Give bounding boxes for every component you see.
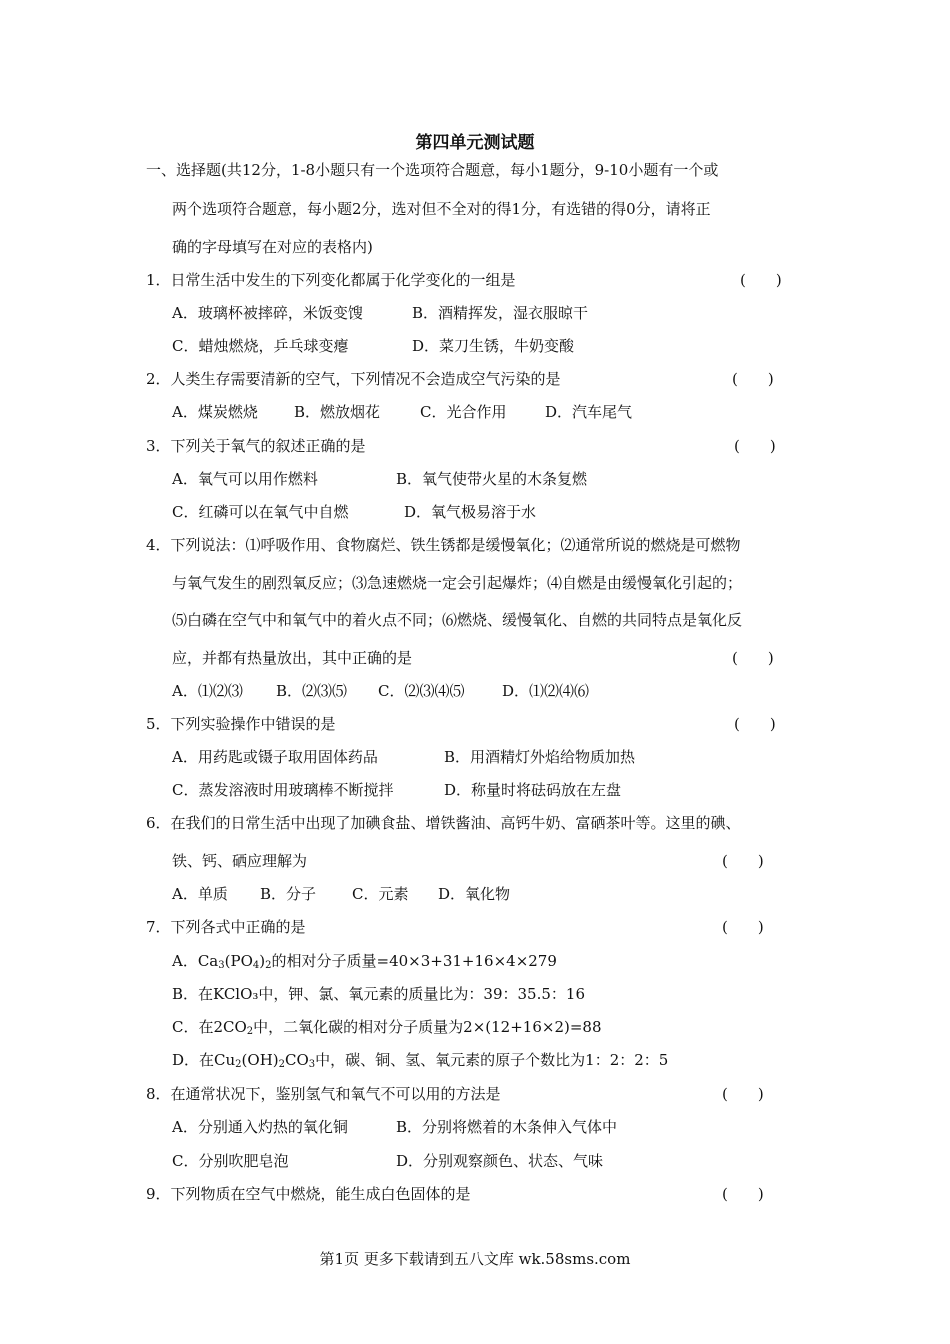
question-8-option-d: D．分别观察颜色、状态、气味 [396, 1152, 604, 1170]
subscript: 2 [278, 1059, 286, 1070]
subscript: 3 [218, 960, 225, 971]
question-7-stem: 7．下列各式中正确的是 [146, 918, 306, 936]
subscript: 2 [235, 1059, 242, 1070]
question-4-option-b: B．⑵⑶⑸ [276, 682, 348, 700]
question-8-option-a: A．分别通入灼热的氧化铜 [172, 1118, 348, 1136]
question-4-stem-line-3: ⑸白磷在空气中和氧气中的着火点不同；⑹燃烧、缓慢氧化、自燃的共同特点是氧化反 [172, 611, 743, 629]
question-8-option-c: C．分别吹肥皂泡 [172, 1152, 289, 1170]
option-c-text-2: 中，二氧化碳的相对分子质量为2×(12+16×2)=88 [253, 1018, 602, 1036]
option-d-text-1: D．在Cu [172, 1051, 236, 1069]
option-a-text-1: A．Ca [172, 952, 219, 970]
question-6-answer-blank: ( ) [722, 852, 764, 870]
option-d-text-3: CO [285, 1051, 309, 1069]
question-6-option-c: C．元素 [352, 885, 409, 903]
question-3-stem: 3．下列关于氧气的叙述正确的是 [146, 437, 366, 455]
question-4-stem-line-1: 4．下列说法：⑴呼吸作用、食物腐烂、铁生锈都是缓慢氧化；⑵通常所说的燃烧是可燃物 [146, 536, 741, 554]
question-7-option-a [172, 951, 557, 971]
question-5-stem: 5．下列实验操作中错误的是 [146, 715, 336, 733]
question-1-answer-blank: ( ) [740, 271, 782, 289]
question-7-option-c [172, 1017, 602, 1037]
option-a-text-2: (PO [224, 952, 253, 970]
question-1-option-d: D．菜刀生锈，牛奶变酸 [412, 337, 575, 355]
question-4-option-a: A．⑴⑵⑶ [172, 682, 243, 700]
page-title: 第四单元测试题 [415, 133, 535, 153]
section-instruction-line-2: 两个选项符合题意，每小题2分，选对但不全对的得1分，有选错的得0分，请将正 [172, 200, 711, 218]
question-6-option-b: B．分子 [260, 885, 317, 903]
option-a-text-3: ) [259, 952, 266, 970]
question-8-stem: 8．在通常状况下，鉴别氢气和氧气不可以用的方法是 [146, 1085, 501, 1103]
question-5-option-a: A．用药匙或镊子取用固体药品 [172, 748, 378, 766]
subscript: 4 [252, 960, 260, 971]
question-7-answer-blank: ( ) [722, 918, 764, 936]
question-3-answer-blank: ( ) [734, 437, 776, 455]
page-footer: 第1页 更多下载请到五八文库 wk.58sms.com [319, 1250, 631, 1268]
section-instruction-line-1: 一、选择题(共12分，1-8小题只有一个选项符合题意，每小1题分，9-10小题有一个或 [146, 161, 719, 179]
question-8-answer-blank: ( ) [722, 1085, 764, 1103]
option-a-text-4: 的相对分子质量=40×3+31+16×4×279 [271, 952, 557, 970]
question-1-option-c: C．蜡烛燃烧，乒乓球变瘪 [172, 337, 349, 355]
question-3-option-a: A．氧气可以用作燃料 [172, 470, 318, 488]
option-d-text-2: (OH) [241, 1051, 279, 1069]
question-2-option-b: B．燃放烟花 [294, 403, 381, 421]
question-5-option-b: B．用酒精灯外焰给物质加热 [444, 748, 636, 766]
question-9-stem: 9．下列物质在空气中燃烧，能生成白色固体的是 [146, 1185, 471, 1203]
question-2-option-a: A．煤炭燃烧 [172, 403, 258, 421]
question-5-answer-blank: ( ) [734, 715, 776, 733]
option-c-text-1: C．在2CO [172, 1018, 247, 1036]
question-5-option-c: C．蒸发溶液时用玻璃棒不断搅拌 [172, 781, 394, 799]
question-2-stem: 2．人类生存需要清新的空气，下列情况不会造成空气污染的是 [146, 370, 561, 388]
question-4-option-d: D．⑴⑵⑷⑹ [502, 682, 590, 700]
question-2-option-d: D．汽车尾气 [545, 403, 633, 421]
question-4-option-c: C．⑵⑶⑷⑸ [378, 682, 465, 700]
question-7-option-b: B．在KClO₃中，钾、氯、氧元素的质量比为：39：35.5：16 [172, 985, 585, 1003]
question-1-option-b: B．酒精挥发，湿衣服晾干 [412, 304, 589, 322]
question-8-option-b: B．分别将燃着的木条伸入气体中 [396, 1118, 618, 1136]
question-3-option-c: C．红磷可以在氧气中自燃 [172, 503, 349, 521]
question-6-stem-line-2: 铁、钙、硒应理解为 [172, 852, 308, 870]
question-4-stem-line-2: 与氧气发生的剧烈氧反应；⑶急速燃烧一定会引起爆炸；⑷自燃是由缓慢氧化引起的； [172, 574, 743, 592]
question-6-option-d: D．氧化物 [438, 885, 511, 903]
question-1-stem: 1．日常生活中发生的下列变化都属于化学变化的一组是 [146, 271, 516, 289]
question-4-answer-blank: ( ) [732, 649, 774, 667]
question-2-answer-blank: ( ) [732, 370, 774, 388]
question-3-option-d: D．氧气极易溶于水 [404, 503, 537, 521]
subscript: 3 [308, 1059, 316, 1070]
question-1-option-a: A．玻璃杯被摔碎，米饭变馊 [172, 304, 363, 322]
subscript: 2 [265, 960, 272, 971]
option-d-text-4: 中，碳、铜、氢、氧元素的原子个数比为1：2：2：5 [315, 1051, 669, 1069]
section-instruction-line-3: 确的字母填写在对应的表格内) [172, 238, 373, 256]
question-2-option-c: C．光合作用 [420, 403, 507, 421]
question-5-option-d: D．称量时将砝码放在左盘 [444, 781, 622, 799]
subscript: 2 [246, 1026, 254, 1037]
question-7-option-d [172, 1050, 668, 1070]
question-9-answer-blank: ( ) [722, 1185, 764, 1203]
question-6-stem-line-1: 6．在我们的日常生活中出现了加碘食盐、增铁酱油、高钙牛奶、富硒茶叶等。这里的碘、 [146, 814, 741, 832]
question-3-option-b: B．氧气使带火星的木条复燃 [396, 470, 588, 488]
question-4-stem-line-4: 应，并都有热量放出，其中正确的是 [172, 649, 413, 667]
question-6-option-a: A．单质 [172, 885, 228, 903]
